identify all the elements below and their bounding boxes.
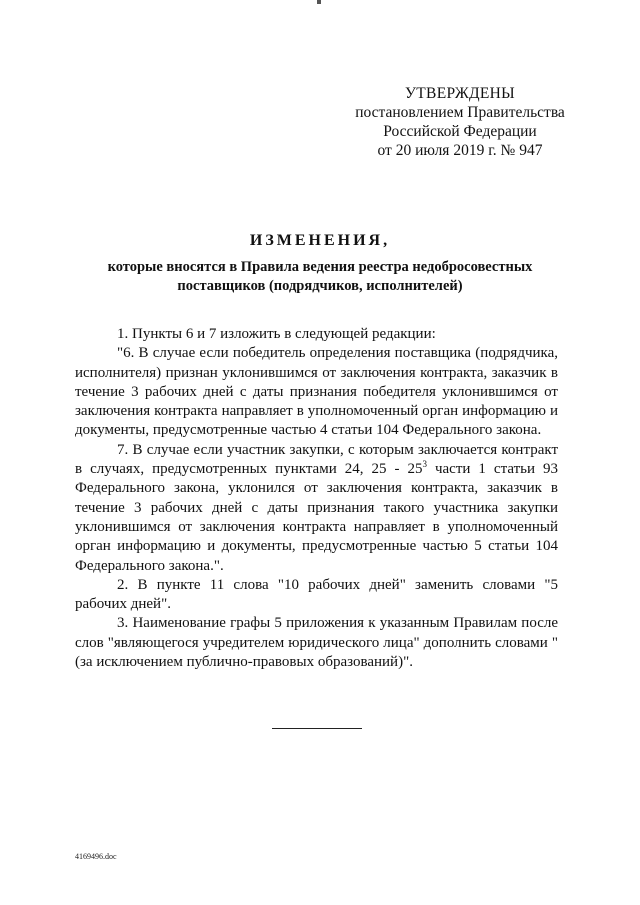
paragraph-4: 2. В пункте 11 слова "10 рабочих дней" заменить словами "5 рабочих дней". [75, 576, 558, 613]
document-title: ИЗМЕНЕНИЯ, [249, 232, 391, 249]
approval-heading: УТВЕРЖДЕНЫ [405, 85, 515, 102]
paragraph-3-part-2: части 1 статьи 93 Федерального закона, уклонился от заключения контракта, заказчик в течение 3 рабочих дней с даты признания такого участника закупки уклонившимся от заключения контракта направляет в уполномоченный орган информацию и документы, предусмотренные частью 5 статьи 104 Федерального закона.". [75, 461, 559, 574]
document-body [75, 325, 558, 672]
paragraph-2: "6. В случае если победитель определения поставщика (подрядчика, исполнителя) признан уклонившимся от заключения контракта, заказчик в течение 3 рабочих дней с даты признания победителя уклонившимся от заключения контракта направляет в уполномоченный орган информацию и документы, предусмотренные частью 4 статьи 104 Федерального закона. [75, 345, 558, 439]
approval-line-2: Российской Федерации [383, 123, 537, 140]
paragraph-3 [75, 441, 558, 576]
paragraph-3-superscript: 3 [422, 459, 427, 470]
paragraph-1: 1. Пункты 6 и 7 изложить в следующей редакции: [117, 326, 436, 342]
approval-line-3: от 20 июля 2019 г. № 947 [377, 142, 543, 159]
footer-doc-code: 4169496.doc [75, 852, 117, 861]
end-divider [272, 728, 362, 729]
paragraph-3-part-1: 7. В случае если участник закупки, с которым заключается контракт в случаях, предусмотренных пунктами 24, 25 - 25 [75, 441, 558, 478]
subtitle-line-1: которые вносятся в Правила ведения реестра недобросовестных [107, 259, 533, 275]
document-subtitle [90, 258, 550, 296]
paragraph-5: 3. Наименование графы 5 приложения к указанным Правилам после слов "являющегося учредителем юридического лица" дополнить словами "(за исключением публично-правовых образований)". [75, 615, 558, 671]
subtitle-line-2: поставщиков (подрядчиков, исполнителей) [177, 278, 463, 294]
approval-block [340, 84, 580, 160]
page-top-mark [317, 0, 321, 4]
approval-line-1: постановлением Правительства [355, 104, 565, 121]
